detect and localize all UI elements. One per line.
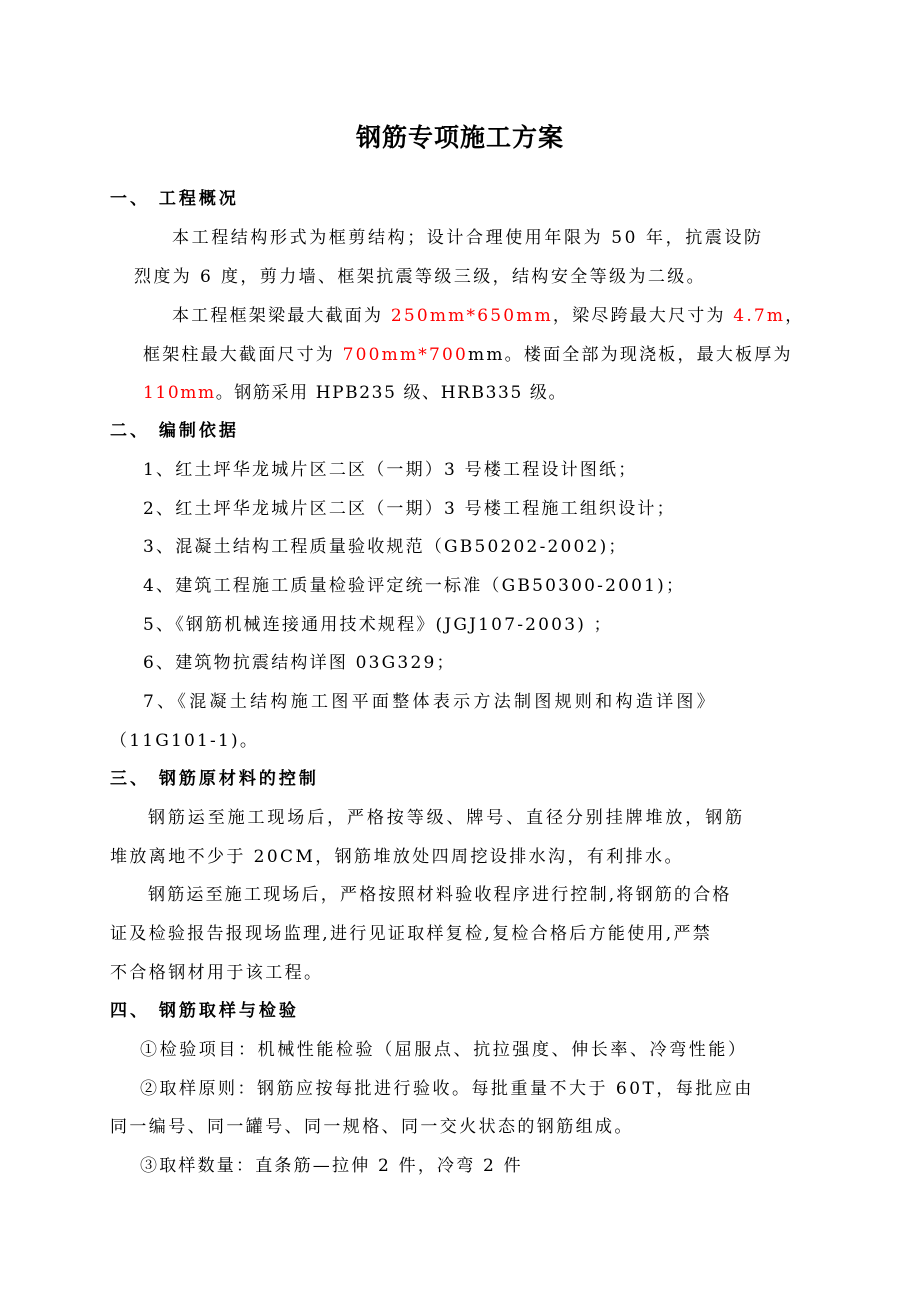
text-span: 。钢筋采用 HPB235 级、HRB335 级。 (215, 383, 568, 403)
section-heading-overview: 一、 工程概况 (110, 189, 239, 209)
section-heading-material-control: 三、 钢筋原材料的控制 (110, 769, 319, 789)
slab-thickness-value: 110mm (143, 383, 216, 403)
paragraph-line: ①检验项目：机械性能检验（屈服点、抗拉强度、伸长率、冷弯性能） (140, 1040, 748, 1060)
paragraph-line: 烈度为 6 度，剪力墙、框架抗震等级三级，结构安全等级为二级。 (134, 267, 707, 287)
paragraph-line: 钢筋运至施工现场后，严格按照材料验收程序进行控制,将钢筋的合格 (148, 885, 732, 905)
list-item-continuation: （11G101-1)。 (110, 731, 260, 751)
beam-section-value: 250mm*650mm (390, 306, 553, 326)
text-span: mm。楼面全部为现浇板，最大板厚为 (468, 345, 793, 365)
column-section-value: 700mm*700 (342, 345, 469, 365)
paragraph-line: 钢筋运至施工现场后，严格按等级、牌号、直径分别挂牌堆放，钢筋 (148, 808, 745, 828)
list-item: 5、《钢筋机械连接通用技术规程》(JGJ107-2003) ； (143, 615, 613, 635)
list-item: 3、混凝土结构工程质量验收规范（GB50202-2002)； (143, 537, 628, 557)
paragraph-line: 本工程结构形式为框剪结构；设计合理使用年限为 50 年，抗震设防 (172, 228, 764, 248)
section-heading-basis: 二、 编制依据 (110, 421, 239, 441)
list-item: 6、建筑物抗震结构详图 03G329； (143, 653, 456, 673)
paragraph-line: 同一编号、同一罐号、同一规格、同一交火状态的钢筋组成。 (110, 1117, 634, 1137)
section-heading-sampling: 四、 钢筋取样与检验 (110, 1001, 299, 1021)
beam-span-value: 4.7m (733, 306, 786, 326)
text-span: ， (785, 306, 805, 326)
paragraph-line: 堆放离地不少于 20CM，钢筋堆放处四周挖设排水沟，有利排水。 (110, 847, 684, 867)
paragraph-line: ②取样原则：钢筋应按每批进行验收。每批重量不大于 60T，每批应由 (140, 1079, 754, 1099)
list-item: 4、建筑工程施工质量检验评定统一标准（GB50300-2001)； (143, 576, 686, 596)
paragraph-line: ③取样数量：直条筋—拉伸 2 件，冷弯 2 件 (140, 1156, 523, 1176)
text-span: 框架柱最大截面尺寸为 (143, 345, 343, 365)
paragraph-line: 证及检验报告报现场监理,进行见证取样复检,复检合格后方能使用,严禁 (110, 924, 713, 944)
text-span: 本工程框架梁最大截面为 (172, 306, 391, 326)
list-item (143, 687, 807, 712)
page-title: 钢筋专项施工方案 (355, 123, 564, 152)
list-item: 1、红土坪华龙城片区二区（一期）3 号楼工程设计图纸； (143, 460, 638, 480)
list-item: 2、红土坪华龙城片区二区（一期）3 号楼工程施工组织设计； (143, 499, 676, 519)
paragraph-line (143, 378, 567, 403)
paragraph-line: 不合格钢材用于该工程。 (110, 963, 324, 983)
list-item-text: 7、《混凝土结构施工图平面整体表示方法制图规则和构造详图》 (143, 692, 718, 712)
paragraph-line (143, 340, 793, 365)
paragraph-line (172, 301, 804, 326)
text-span: ，梁尽跨最大尺寸为 (552, 306, 734, 326)
